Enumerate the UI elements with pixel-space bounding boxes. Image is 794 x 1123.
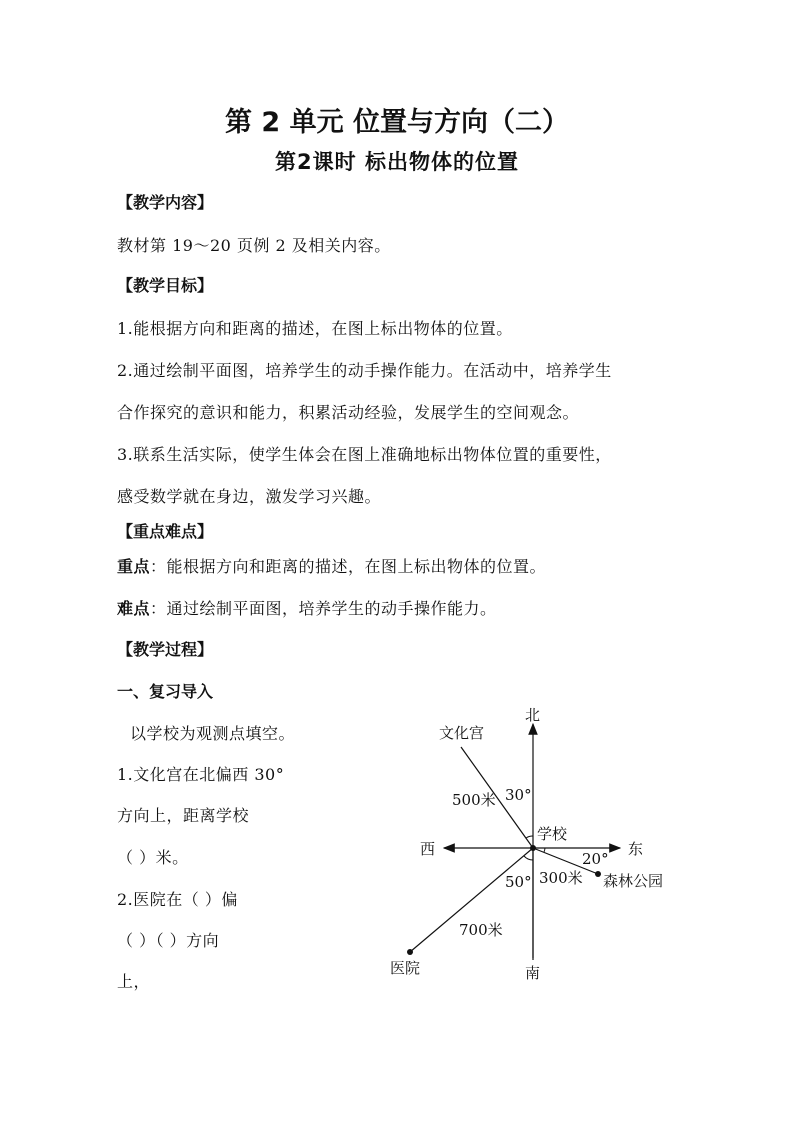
angle-label-nw: 30° <box>505 786 532 804</box>
forest-park-label: 森林公园 <box>603 872 664 890</box>
north-label: 北 <box>525 706 541 724</box>
goal-2-line-1: 2.通过绘制平面图，培养学生的动手操作能力。在活动中，培养学生 <box>117 361 612 380</box>
question-2-line-1: 2.医院在（ ）偏 <box>117 890 238 909</box>
key-point-label: 重点 <box>117 557 151 576</box>
goal-2-line-2: 合作探究的意识和能力，积累活动经验，发展学生的空间观念。 <box>117 403 580 422</box>
west-label: 西 <box>420 840 436 858</box>
distance-forest-park: 300米 <box>539 869 583 887</box>
goal-1: 1.能根据方向和距离的描述，在图上标出物体的位置。 <box>117 319 513 338</box>
part-1-heading: 一、复习导入 <box>117 682 214 701</box>
angle-arc-nw <box>526 836 533 838</box>
school-label: 学校 <box>537 825 568 843</box>
culture-palace-label: 文化宫 <box>439 724 485 742</box>
hospital-label: 医院 <box>390 959 421 977</box>
question-1-line-3: （ ）米。 <box>117 848 189 867</box>
angle-label-e: 20° <box>582 850 609 868</box>
angle-label-sw: 50° <box>505 873 532 891</box>
hospital-point <box>407 949 413 955</box>
question-2-line-3: 上， <box>117 972 151 991</box>
goal-3-line-1: 3.联系生活实际，使学生体会在图上准确地标出物体位置的重要性， <box>117 445 612 464</box>
goal-3-line-2: 感受数学就在身边，激发学习兴趣。 <box>117 487 382 506</box>
page-title: 第 2 单元 位置与方向（二） <box>225 107 569 138</box>
south-label: 南 <box>525 964 541 982</box>
section-heading-key-points: 【重点难点】 <box>117 522 214 541</box>
question-1-line-2: 方向上，距离学校 <box>117 806 250 825</box>
distance-hospital: 700米 <box>459 921 503 939</box>
section-heading-process: 【教学过程】 <box>117 640 214 659</box>
angle-arc-sw <box>524 856 533 860</box>
distance-culture-palace: 500米 <box>452 791 496 809</box>
key-point-text: ：能根据方向和距离的描述，在图上标出物体的位置。 <box>150 557 547 576</box>
question-2-line-2: （ ）（ ）方向 <box>117 931 220 950</box>
east-label: 东 <box>628 840 644 858</box>
difficulty-text: ：通过绘制平面图，培养学生的动手操作能力。 <box>150 599 497 618</box>
question-1-line-1: 1.文化宫在北偏西 30° <box>117 765 285 784</box>
exercise-intro: 以学校为观测点填空。 <box>130 724 296 743</box>
page-subtitle: 第2课时 标出物体的位置 <box>275 150 519 174</box>
content-text: 教材第 19～20 页例 2 及相关内容。 <box>117 236 391 255</box>
section-heading-goals: 【教学目标】 <box>117 276 214 295</box>
section-heading-content: 【教学内容】 <box>117 193 214 212</box>
forest-park-point <box>595 871 601 877</box>
difficulty-label: 难点 <box>117 599 151 618</box>
school-point <box>530 845 536 851</box>
